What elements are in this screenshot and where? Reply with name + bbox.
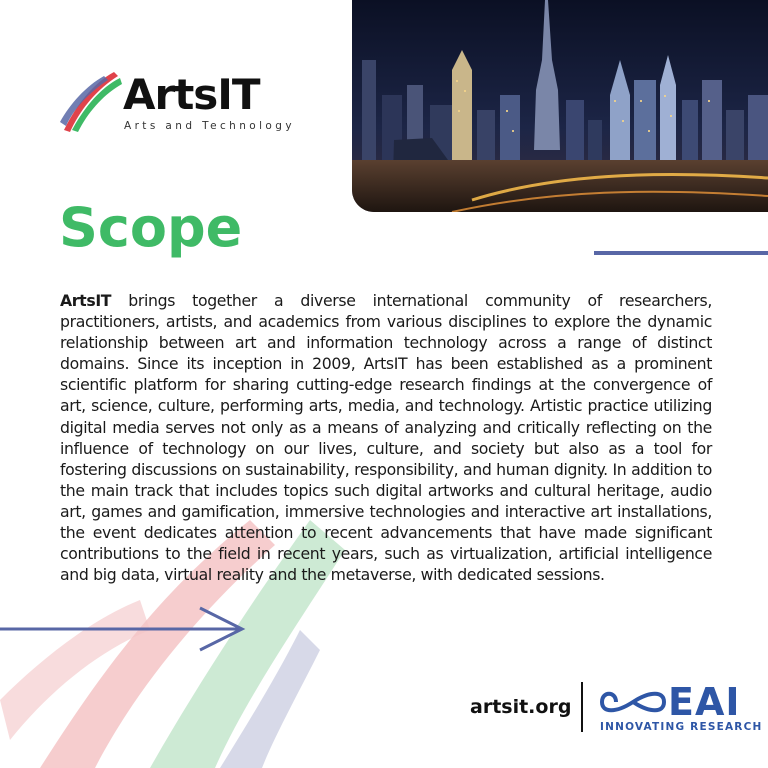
city-skyline-photo xyxy=(352,0,768,212)
brush-strokes-icon xyxy=(58,70,124,134)
website-link[interactable]: artsit.org xyxy=(470,696,572,718)
artsit-logo xyxy=(58,70,298,132)
accent-divider xyxy=(594,251,768,255)
scope-description xyxy=(60,290,712,585)
eai-logo xyxy=(598,680,763,737)
eai-tagline: INNOVATING RESEARCH xyxy=(600,721,763,733)
eai-name: EAI xyxy=(668,680,741,724)
arrow-right-icon xyxy=(0,606,250,652)
page-title: Scope xyxy=(59,196,243,259)
footer-divider xyxy=(581,682,583,732)
body-text: brings together a diverse international community of researchers, practitioners, artists, and academics from various disciplines to explore the dynamic relationship between art and information technology across a range of distinct domains. Since its inception in 2009, ArtsIT has been established as a prominent scientific platform for sharing cutting-edge research findings at the convergence of art, science, culture, performing arts, media, and technology. Artistic practice utilizing digital media serves not only as a means of analyzing and critically reflecting on the influence of technology on our lives, culture, and society but also as a tool for fostering discussions on sustainability, responsibility, and human dignity. In addition to the main track that includes topics such digital artworks and cultural heritage, audio art, games and gamification, immersive technologies and interactive art installations, the event dedicates attention to recent advancements that have made significant contributions to the field in recent years, such as virtualization, artificial intelligence and big data, virtual reality and the metaverse, with dedicated sessions. xyxy=(60,291,712,585)
logo-tagline: Arts and Technology xyxy=(124,120,295,132)
logo-name: ArtsIT xyxy=(123,70,260,119)
body-lead: ArtsIT xyxy=(60,291,112,310)
infinity-icon xyxy=(598,685,668,719)
